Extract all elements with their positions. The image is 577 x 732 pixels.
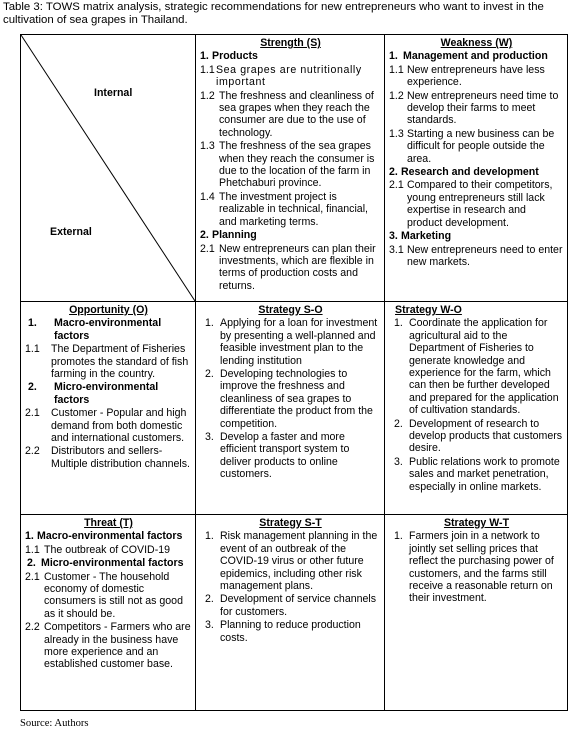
list-item: 1. Applying for a loan for investment by presenting a well-planned and feasible investment plan to the lending institution (205, 317, 378, 367)
list-item: 2.1 New entrepreneurs can plan their investments, which are flexible in terms of production costs and returns. (200, 242, 376, 292)
section-heading: 2. Research and development (389, 166, 539, 179)
list-item: 3. Planning to reduce production costs. (205, 619, 361, 644)
list-item: 1.1 The Department of Fisheries promotes the standard of fish farming in the country. (25, 343, 189, 381)
weakness-cell (385, 35, 568, 302)
strength-header: Strength (S) (260, 37, 321, 49)
list-item: 1.3 The freshness of the sea grapes when they reach the consumer is due to the location of the farm in Phetchaburi province. (200, 140, 375, 190)
list-item: 2.2 Distributors and sellers-Multiple distribution channels. (25, 445, 190, 470)
section-heading: 2. Micro-environmental factors (28, 381, 159, 406)
list-item: 2.1 Customer - The household economy of domestic consumers is still not as good as it should be. (25, 570, 183, 620)
section-heading: 2. Planning (200, 229, 257, 242)
list-item: 1. Risk management planning in the event of an outbreak of the COVID-19 virus or other future epidemics, including other risk management plans. (205, 530, 378, 593)
internal-label: Internal (94, 87, 133, 99)
list-item: 1. Farmers join in a network to jointly set selling prices that reflect the purchasing power of customers, and the farms still receive a reasonable return on their investment. (394, 530, 554, 605)
strategy-wt-header: Strategy W-T (443, 517, 510, 529)
strength-cell (196, 35, 385, 302)
list-item: 2. Developing technologies to improve the freshness and cleanliness of sea grapes to differentiate the product from the competition. (205, 368, 373, 430)
section-heading: 3. Marketing (389, 230, 452, 243)
external-label: External (50, 226, 92, 238)
list-item: 1.1 New entrepreneurs have less experience. (389, 63, 545, 89)
section-heading: 2. Micro-environmental factors (27, 557, 184, 570)
list-item: 1.2 The freshness and cleanliness of sea grapes when they reach the consumer are due to the use of technology. (200, 89, 374, 139)
threat-cell (21, 515, 196, 711)
list-item: 3. Develop a faster and more efficient transport system to deliver products to online customers. (205, 431, 350, 481)
strategy-st-header: Strategy S-T (259, 517, 322, 529)
corner-cell (21, 35, 196, 302)
list-item: 2.1 Compared to their competitors, young entrepreneurs still lack expertise in research and product development. (389, 179, 553, 229)
list-item: 1.2 New entrepreneurs need time to develop their farms to meet standards. (389, 89, 559, 127)
diagonal-divider (21, 35, 195, 301)
strategy-wo-cell (385, 302, 568, 515)
list-item: 2. Development of service channels for customers. (205, 593, 377, 618)
list-item: 3.1 New entrepreneurs need to enter new markets. (389, 243, 563, 268)
strategy-wo-header: Strategy W-O (395, 304, 462, 316)
section-heading: 1. Products (200, 50, 258, 63)
strategy-so-cell (196, 302, 385, 515)
list-item: 1.4 The investment project is realizable in technical, financial, and marketing terms. (200, 190, 368, 228)
opportunity-cell (21, 302, 196, 515)
section-heading: 1. Macro-environmental factors (28, 317, 162, 342)
section-heading: 1. Macro-environmental factors (25, 530, 183, 543)
strategy-so-header: Strategy S-O (258, 304, 323, 316)
list-item: 1.1 The outbreak of COVID-19 (25, 543, 171, 556)
strategy-st-cell (196, 515, 385, 711)
list-item: 1.3 Starting a new business can be difficult for people outside the area. (389, 127, 555, 165)
weakness-header: Weakness (W) (440, 37, 513, 49)
list-item: 3. Public relations work to promote sales and market penetration, especially in online markets. (394, 455, 560, 493)
tows-matrix-table (20, 34, 568, 711)
table-caption: Table 3: TOWS matrix analysis, strategic recommendations for new entrepreneurs who want to invest in the cultivation of sea grapes in Thailand. (3, 1, 544, 26)
threat-header: Threat (T) (84, 517, 133, 529)
list-item: 1.1 Sea grapes are nutritionally important (200, 63, 362, 89)
source-note: Source: Authors (20, 718, 89, 729)
list-item: 2. Development of research to develop products that customers desire. (394, 417, 563, 455)
list-item: 2.2 Competitors - Farmers who are already in the business have more experience and an established customer base. (25, 621, 191, 671)
strategy-wt-cell (385, 515, 568, 711)
opportunity-header: Opportunity (O) (69, 304, 148, 316)
list-item: 2.1 Customer - Popular and high demand from both domestic and international customers. (25, 407, 187, 445)
section-heading: 1. Management and production (389, 50, 548, 63)
list-item: 1. Coordinate the application for agricultural aid to the Department of Fisheries to generate knowledge and experience for the farm, which can then be further developed and prepared for the application of cultivation standards. (394, 317, 559, 417)
